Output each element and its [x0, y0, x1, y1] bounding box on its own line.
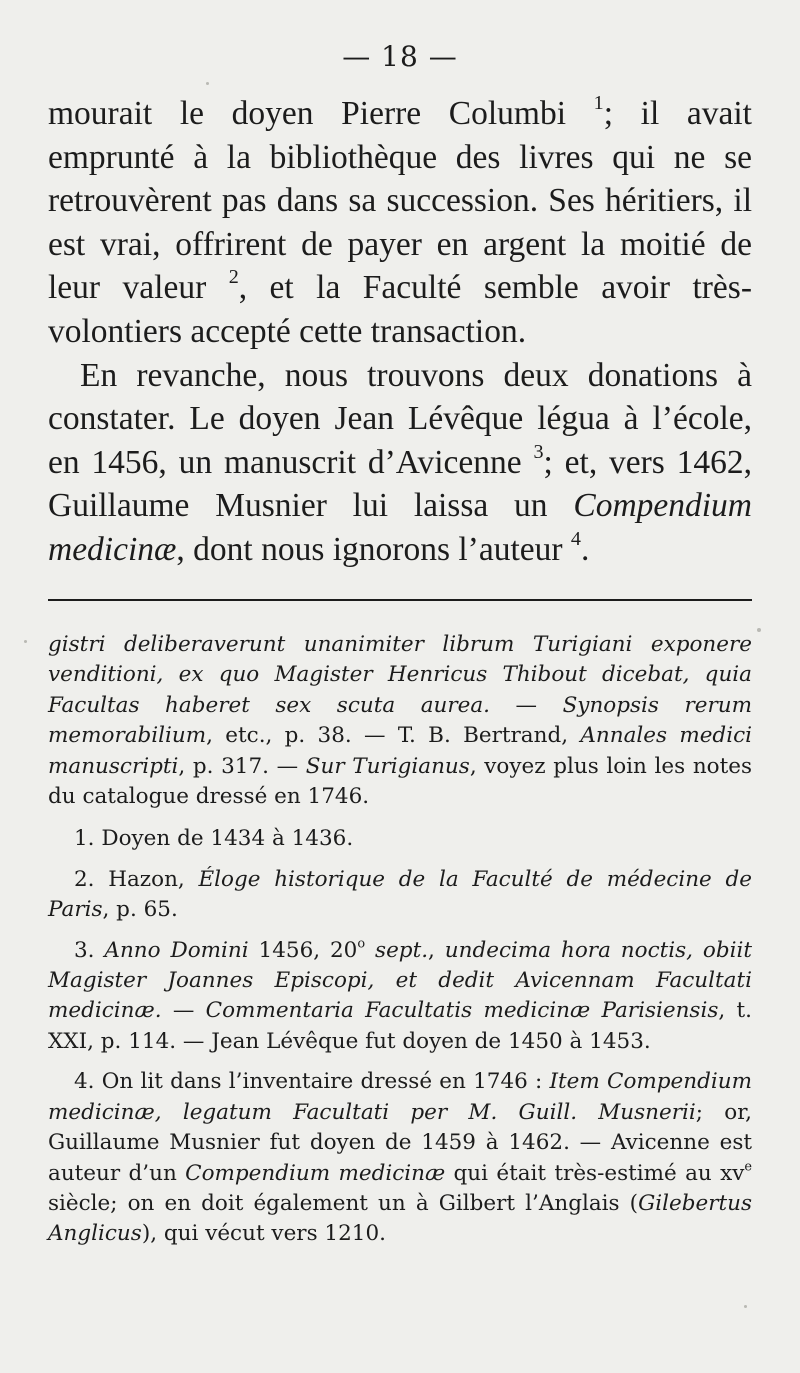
italic-text: Item Compendium medicinæ, legatum Facultati per M. Guill. Musnerii [48, 1069, 752, 1125]
italic-text: undecima hora noctis, obiit Magister Joannes Episcopi, et dedit Avicennam Facultati medicinæ. [48, 937, 753, 1024]
century-numeral: xv [720, 1160, 745, 1186]
italic-text: Synopsis rerum memorabilium [48, 692, 752, 749]
italic-text: Gilebertus Anglicus [48, 1190, 752, 1247]
footnote-ref-1: 1 [593, 91, 604, 114]
footnote-1 [48, 824, 752, 854]
ordinal-mark: o [357, 935, 366, 951]
text-run: On lit dans l’inventaire dressé en 1746 : [94, 1069, 550, 1095]
page-number: — 18 — [342, 40, 458, 73]
footnote-ref-4: 4 [570, 527, 581, 550]
italic-text: Commentaria Facultatis medicinæ Parisiensis [205, 998, 719, 1024]
text-run: Hazon, [94, 866, 199, 892]
text-run: , et la Faculté semble avoir très-volontiers accepté cette transaction. [48, 269, 752, 350]
footnote-2 [48, 865, 752, 926]
footnote-continued [48, 630, 752, 812]
text-run: , [428, 937, 445, 963]
italic-text: Compendium medicinæ [185, 1160, 446, 1186]
paragraph-2 [48, 354, 752, 572]
text-run: , t. XXI, p. 114. — Jean Lévêque fut doyen de 1450 à 1453. [48, 998, 752, 1054]
text-run: ; or, Guillaume Musnier fut doyen de 1459 à 1462. — Avicenne est auteur d’un [48, 1099, 752, 1186]
text-run: , p. 65. [102, 897, 178, 923]
footnote-3 [48, 936, 752, 1058]
italic-title: Compendium medicinæ [48, 487, 752, 568]
paper-speck [206, 82, 209, 85]
text-run: — [161, 998, 206, 1024]
text-run [95, 938, 105, 963]
italic-text: sept. [375, 937, 429, 963]
text-run: , p. 317. — [178, 753, 306, 779]
italic-text: Éloge historique de la Faculté de médecine de Paris [48, 866, 752, 923]
text-run [365, 938, 375, 963]
footnote-number: 3. [74, 937, 95, 963]
text-run: Doyen de 1434 à 1436. [94, 826, 354, 852]
footnote-separator [48, 599, 752, 601]
text-run: mourait le doyen Pierre Columbi [48, 95, 594, 132]
text-run: . [580, 530, 590, 568]
text-run: ; et, vers 1462, Guillaume Musnier lui laissa un [48, 443, 753, 525]
text-run: En revanche, nous trouvons deux donations à constater. Le doyen Jean Lévêque légua à l’école, en 1456, un manuscrit d’Avicenne [48, 356, 752, 481]
italic-text: Annales medici manuscripti [48, 723, 752, 779]
footnote-ref-2: 2 [228, 266, 239, 289]
text-run: — [490, 692, 563, 718]
italic-text: gistri deliberaverunt unanimiter librum Turigiani exponere venditioni, ex quo Magister Henricus Thibout dicebat, quia Facultas haberet sex scuta aurea. [48, 632, 752, 718]
text-run: , etc., p. 38. — T. B. Bertrand, [206, 723, 581, 749]
text-run: ; il avait emprunté à la bibliothèque des livres qui ne se retrouvèrent pas dans sa succession. Ses héritiers, il est vrai, offrirent de payer en argent la moitié de leur valeur [48, 95, 752, 307]
footnote-number: 4. [74, 1069, 95, 1095]
paper-speck [757, 628, 761, 632]
paragraph-1 [48, 92, 752, 354]
paper-speck [24, 640, 27, 643]
text-run: ), qui vécut vers 1210. [141, 1221, 386, 1247]
footnotes [48, 630, 752, 1250]
footnote-4 [48, 1067, 752, 1249]
text-run: siècle; on en doit également un à Gilbert l’Anglais ( [48, 1190, 639, 1216]
footnote-number: 1. [74, 826, 95, 852]
italic-text: Sur Turigianus [305, 753, 470, 779]
main-text [48, 92, 752, 572]
paper-speck [744, 1305, 747, 1308]
footnote-number: 2. [74, 866, 95, 892]
text-run: , dont nous ignorons l’auteur [176, 530, 571, 568]
footnote-ref-3: 3 [533, 440, 544, 463]
text-run: 1456, 20 [248, 937, 358, 963]
ordinal-mark: e [744, 1158, 753, 1174]
text-run: , voyez plus loin les notes du catalogue dressé en 1746. [48, 753, 753, 810]
italic-text: Anno Domini [104, 937, 249, 963]
text-run: qui était très-estimé au [445, 1160, 721, 1186]
